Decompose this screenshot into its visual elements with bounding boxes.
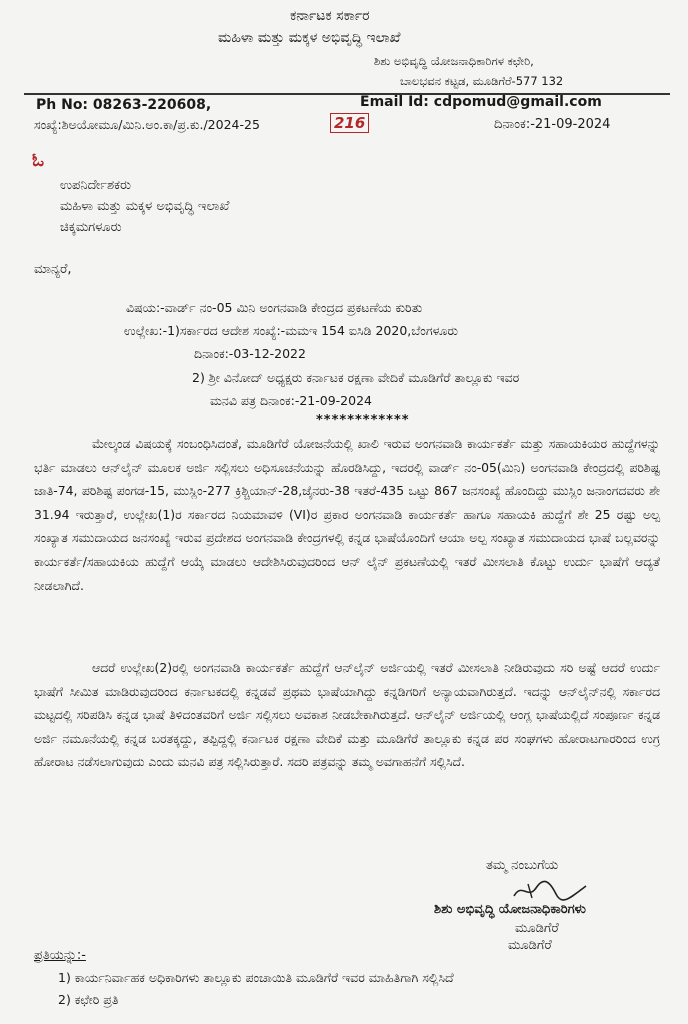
signatory-office: ಮೂಡಿಗೆರೆ bbox=[515, 921, 559, 936]
body-paragraph-2: ಆದರೆ ಉಲ್ಲೇಖ(2)ರಲ್ಲಿ ಅಂಗನವಾಡಿ ಕಾರ್ಯಕರ್ತೆ ಹುದ್ದೆಗೆ ಆನ್‌ಲೈನ್ ಅರ್ಜಿಯಲ್ಲಿ ಇತರೆ ಮೀಸಲಾತಿ ನೀಡಿರುವುದು ಸರಿ ಅಷ್ಟೆ ಆದರೆ ಉರ್ದು ಭಾಷೆಗೆ ಸೀಮಿತ ಮಾಡಿರುವುದರಿಂದ ಕರ್ನಾಟಕದಲ್ಲಿ ಕನ್ನಡವೆ ಪ್ರಥಮ ಭಾಷೆಯಾಗಿದ್ದು ಕನ್ನಡಿಗರಿಗೆ ಅನ್ಯಾಯವಾಗಿರುತ್ತದೆ. ಇದನ್ನು ಆನ್‌ಲೈನ್‌ನಲ್ಲಿ ಸರ್ಕಾರದ ಮಟ್ಟದಲ್ಲಿ ಸರಿಪಡಿಸಿ ಕನ್ನಡ ಭಾಷೆ ತಿಳಿದಂತವರಿಗೆ ಅರ್ಜಿ ಸಲ್ಲಿಸಲು ಅವಕಾಶ ನೀಡಬೇಕಾಗಿರುತ್ತದೆ. ಆನ್‌ಲೈನ್ ಅರ್ಜಿಯಲ್ಲಿ ಆಂಗ್ಲ ಭಾಷೆಯಲ್ಲಿದೆ ಸಂಪೂರ್ಣ ಕನ್ನಡ ಅರ್ಜಿ ನಮೂನೆಯಲ್ಲಿ ಕನ್ನಡ ಬರತಕ್ಕದ್ದು, ತಪ್ಪಿದ್ದಲ್ಲಿ ಕರ್ನಾಟಕ ರಕ್ಷಣಾ ವೇದಿಕೆ ಮತ್ತು ಮೂಡಿಗೆರೆ ತಾಲ್ಲೂಕು ಕನ್ನಡ ಪರ ಸಂಘಗಳು ಹೋರಾಟಗಾರರಿಂದ ಉಗ್ರ ಹೋರಾಟ ನಡೆಸಲಾಗುವುದು ಎಂದು ಮನವಿ ಪತ್ರ ಸಲ್ಲಿಸಿರುತ್ತಾರೆ. ಸದರಿ ಪತ್ರವನ್ನು ತಮ್ಮ ಅವಗಾಹನೆಗೆ ಸಲ್ಲಿಸಿದೆ. bbox=[34, 660, 660, 770]
copy-to-item-1: 1) ಕಾರ್ಯನಿರ್ವಾಹಕ ಅಧಿಕಾರಿಗಳು ತಾಲ್ಲೂಕು ಪಂಚಾಯಿತಿ ಮೂಡಿಗೆರೆ ಇವರ ಮಾಹಿತಿಗಾಗಿ ಸಲ್ಲಿಸಿದೆ bbox=[58, 970, 454, 985]
reference-1-date: ದಿನಾಂಕ:-03-12-2022 bbox=[194, 346, 306, 361]
recipient-place: ಚಿಕ್ಕಮಗಳೂರು bbox=[60, 220, 122, 235]
email-address: Email Id: cdpomud@gmail.com bbox=[360, 94, 602, 110]
signatory-place: ಮೂಡಿಗೆರೆ bbox=[508, 938, 552, 953]
letter-date: ದಿನಾಂಕ:-21-09-2024 bbox=[494, 117, 611, 132]
govt-title: ಕರ್ನಾಟಕ ಸರ್ಕಾರ bbox=[290, 8, 370, 24]
subject-line: ವಿಷಯ:-ವಾರ್ಡ್ ನಂ-05 ಮಿನಿ ಅಂಗನವಾಡಿ ಕೇಂದ್ರದ ಪ್ರಕಟಣೆಯ ಕುರಿತು bbox=[126, 300, 423, 315]
reference-1: ಉಲ್ಲೇಖ:-1)ಸರ್ಕಾರದ ಆದೇಶ ಸಂಖ್ಯೆ:-ಮಮಇ 154 ಐಸಿಡಿ 2020,ಬೆಂಗಳೂರು bbox=[124, 323, 458, 338]
phone-number: Ph No: 08263-220608, bbox=[36, 97, 212, 113]
signatory-designation: ಶಿಶು ಅಭಿವೃದ್ಧಿ ಯೋಜನಾಧಿಕಾರಿಗಳು bbox=[434, 902, 586, 917]
salutation: ಮಾನ್ಯರೆ, bbox=[34, 262, 72, 277]
separator-stars: ************ bbox=[316, 413, 410, 428]
reference-2: 2) ಶ್ರೀ ವಿನೋದ್ ಅಧ್ಯಕ್ಷರು ಕರ್ನಾಟಕ ರಕ್ಷಣಾ ವೇದಿಕೆ ಮೂಡಿಗೆರೆ ತಾಲ್ಲೂಕು ಇವರ bbox=[192, 370, 520, 385]
recipient-department: ಮಹಿಳಾ ಮತ್ತು ಮಕ್ಕಳ ಅಭಿವೃದ್ಧಿ ಇಲಾಖೆ bbox=[60, 199, 230, 214]
handwritten-mark: ಓ bbox=[32, 150, 45, 171]
office-name: ಶಿಶು ಅಭಿವೃದ್ಧಿ ಯೋಜನಾಧಿಕಾರಿಗಳ ಕಛೇರಿ, bbox=[374, 54, 534, 68]
reference-number: ಸಂಖ್ಯೆ:ಶಿಅಯೋಮೂ/ಮಿನಿ.ಅಂ.ಕಾ/ಪ್ರ.ಕು./2024-25 bbox=[34, 117, 260, 132]
office-address: ಬಾಲಭವನ ಕಟ್ಟಡ, ಮೂಡಿಗೆರೆ-577 132 bbox=[400, 74, 564, 88]
copy-to-heading: ಪ್ರತಿಯನ್ನು:- bbox=[34, 948, 86, 963]
body-paragraph-1: ಮೇಲ್ಕಂಡ ವಿಷಯಕ್ಕೆ ಸಂಬಂಧಿಸಿದಂತೆ, ಮೂಡಿಗೆರೆ ಯೋಜನೆಯಲ್ಲಿ ಖಾಲಿ ಇರುವ ಅಂಗನವಾಡಿ ಕಾರ್ಯಕರ್ತೆ ಮತ್ತು ಸಹಾಯಕಿಯರ ಹುದ್ದೆಗಳನ್ನು ಭರ್ತಿ ಮಾಡಲು ಆನ್‌ಲೈನ್ ಮೂಲಕ ಅರ್ಜಿ ಸಲ್ಲಿಸಲು ಅಧಿಸೂಚನೆಯನ್ನು ಹೊರಡಿಸಿದ್ದು, ಇದರಲ್ಲಿ ವಾರ್ಡ್ ನಂ-05(ಮಿನಿ) ಅಂಗನವಾಡಿ ಕೇಂದ್ರದಲ್ಲಿ ಪರಿಶಿಷ್ಟ ಜಾತಿ-74, ಪರಿಶಿಷ್ಟ ಪಂಗಡ-15, ಮುಸ್ಲಿಂ-277 ಕ್ರಿಶ್ಚಿಯಾನ್-28,ಜೈನರು-38 ಇತರೆ-435 ಒಟ್ಟು 867 ಜನಸಂಖ್ಯೆ ಹೊಂದಿದ್ದು ಮುಸ್ಲಿಂ ಜನಾಂಗದವರು ಶೇ 31.94 ಇರುತ್ತಾರೆ, ಉಲ್ಲೇಖ(1)ರ ಸರ್ಕಾರದ ನಿಯಮಾವಳಿ (VI)ರ ಪ್ರಕಾರ ಅಂಗನವಾಡಿ ಕಾರ್ಯಕರ್ತೆ ಹಾಗೂ ಸಹಾಯಕಿ ಹುದ್ದೆಗೆ ಶೇ 25 ರಷ್ಟು ಅಲ್ಪ ಸಂಖ್ಯಾತ ಸಮುದಾಯದ ಜನಸಂಖ್ಯೆ ಇರುವ ಪ್ರದೇಶದ ಅಂಗನವಾಡಿ ಕೇಂದ್ರಗಳಲ್ಲಿ ಕನ್ನಡ ಭಾಷೆಯೊಂದಿಗೆ ಆಯಾ ಅಲ್ಪ ಸಂಖ್ಯಾತ ಸಮುದಾಯದ ಭಾಷೆ ಬಲ್ಲವರನ್ನು ಕಾರ್ಯಕರ್ತೆ/ಸಹಾಯಕಿಯ ಹುದ್ದೆಗೆ ಆಯ್ಕೆ ಮಾಡಲು ಆದೇಶಿಸಿರುವುದರಿಂದ ಆನ್ ಲೈನ್ ಪ್ರಕಟಣೆಯಲ್ಲಿ ಇತರೆ ಮೀಸಲಾತಿ ಕೊಟ್ಟು ಉರ್ದು ಭಾಷೆಗೆ ಆದ್ಯತೆ ನೀಡಲಾಗಿದೆ. bbox=[34, 436, 660, 593]
reference-2-date: ಮನವಿ ಪತ್ರ ದಿನಾಂಕ:-21-09-2024 bbox=[210, 393, 372, 408]
recipient-designation: ಉಪನಿರ್ದೇಶಕರು bbox=[60, 178, 131, 193]
department-title: ಮಹಿಳಾ ಮತ್ತು ಮಕ್ಕಳ ಅಭಿವೃದ್ಧಿ ಇಲಾಖೆ bbox=[218, 30, 401, 46]
copy-to-item-2: 2) ಕಛೇರಿ ಪ್ರತಿ bbox=[58, 992, 119, 1007]
handwritten-dispatch-number: 216 bbox=[330, 113, 369, 133]
closing-phrase: ತಮ್ಮ ನಂಬುಗೆಯ bbox=[486, 858, 559, 873]
signature-scribble bbox=[510, 878, 590, 902]
